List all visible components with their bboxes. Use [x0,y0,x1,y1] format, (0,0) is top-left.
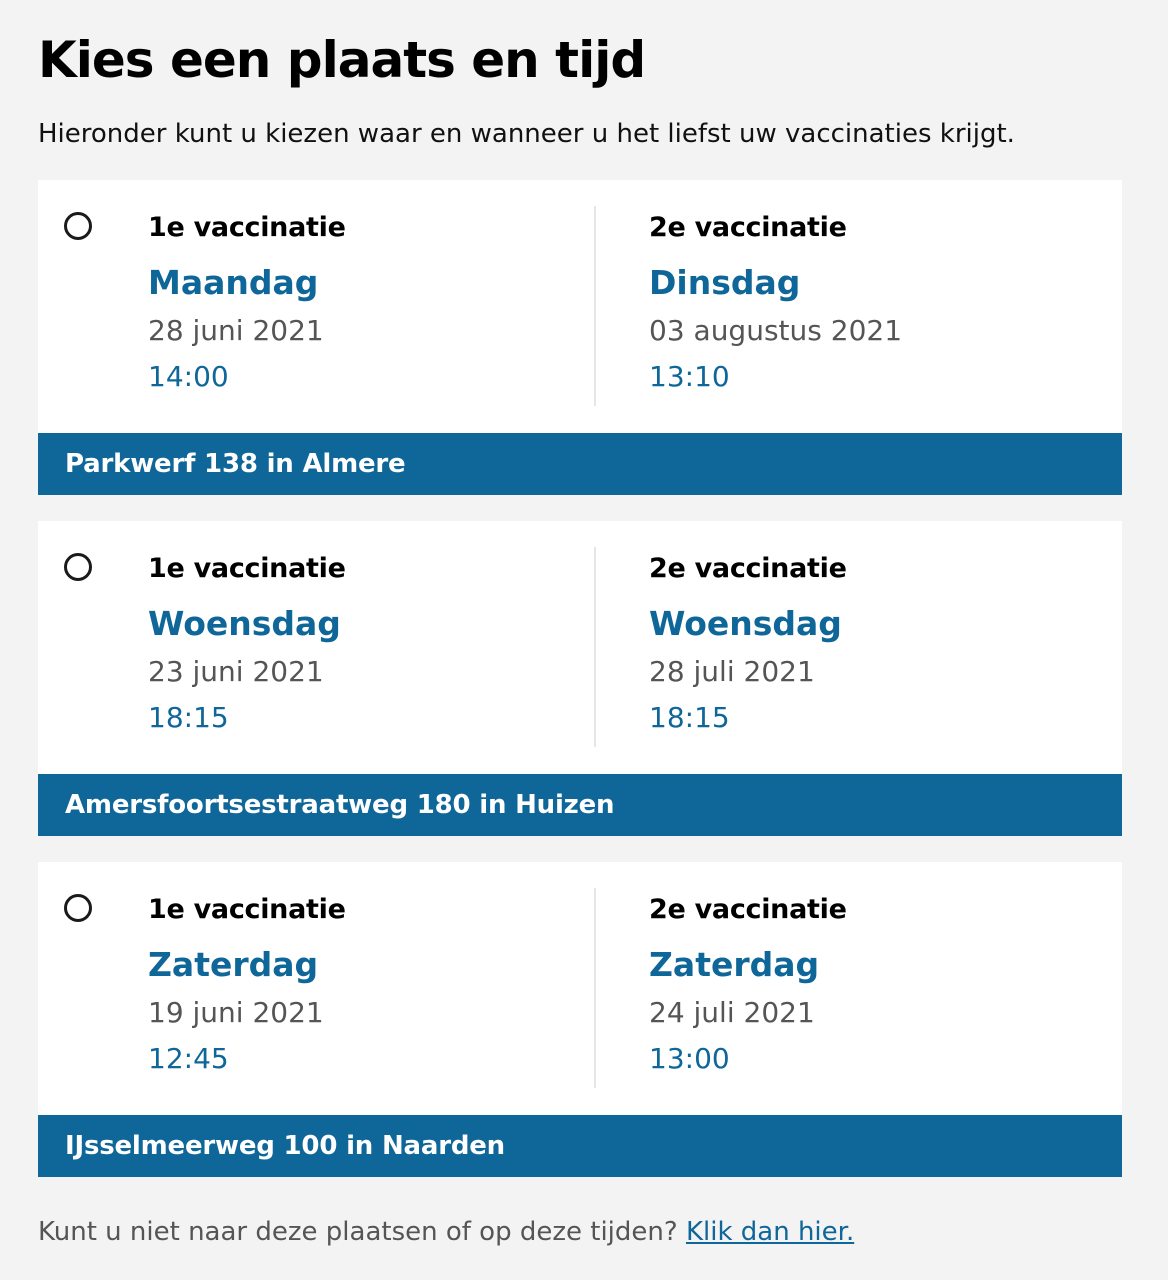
page-title: Kies een plaats en tijd [38,31,646,89]
vaccination-day: Zaterdag [649,945,820,984]
column-divider [594,547,596,747]
vaccination-label: 2e vaccinatie [649,553,847,584]
appointment-option-body[interactable] [38,180,1122,433]
vaccination-label: 2e vaccinatie [649,894,847,925]
column-divider [594,888,596,1088]
vaccination-day: Maandag [148,263,319,302]
vaccination-time: 12:45 [148,1042,229,1075]
vaccination-date: 24 juli 2021 [649,996,815,1029]
radio-button[interactable] [64,894,92,922]
appointment-option-body[interactable] [38,862,1122,1115]
vaccination-day: Zaterdag [148,945,319,984]
vaccination-time: 18:15 [148,701,229,734]
appointment-option [38,862,1122,1177]
vaccination-time: 13:00 [649,1042,730,1075]
vaccination-day: Dinsdag [649,263,801,302]
vaccination-date: 19 juni 2021 [148,996,324,1029]
vaccination-label: 1e vaccinatie [148,212,346,243]
second-vaccination [649,206,902,398]
first-vaccination [148,888,346,1080]
column-divider [594,206,596,406]
vaccination-label: 1e vaccinatie [148,894,346,925]
vaccination-date: 28 juli 2021 [649,655,815,688]
radio-button[interactable] [64,553,92,581]
vaccination-time: 13:10 [649,360,730,393]
appointment-option [38,521,1122,836]
footer-text: Kunt u niet naar deze plaatsen of op deze tijden? [38,1217,686,1247]
vaccination-day: Woensdag [148,604,341,643]
first-vaccination [148,547,346,739]
radio-button[interactable] [64,212,92,240]
vaccination-label: 1e vaccinatie [148,553,346,584]
location-bar: IJsselmeerweg 100 in Naarden [38,1115,1122,1177]
vaccination-label: 2e vaccinatie [649,212,847,243]
vaccination-time: 14:00 [148,360,229,393]
location-bar: Parkwerf 138 in Almere [38,433,1122,495]
location-bar: Amersfoortsestraatweg 180 in Huizen [38,774,1122,836]
vaccination-day: Woensdag [649,604,842,643]
vaccination-date: 03 augustus 2021 [649,314,903,347]
appointment-option-body[interactable] [38,521,1122,774]
vaccination-time: 18:15 [649,701,730,734]
page-subtitle: Hieronder kunt u kiezen waar en wanneer u het liefst uw vaccinaties krijgt. [38,119,1015,149]
vaccination-date: 28 juni 2021 [148,314,324,347]
first-vaccination [148,206,346,398]
vaccination-date: 23 juni 2021 [148,655,324,688]
footer-note [38,1210,854,1254]
second-vaccination [649,888,847,1080]
second-vaccination [649,547,847,739]
appointment-option [38,180,1122,495]
alternative-link[interactable]: Klik dan hier. [685,1217,855,1247]
